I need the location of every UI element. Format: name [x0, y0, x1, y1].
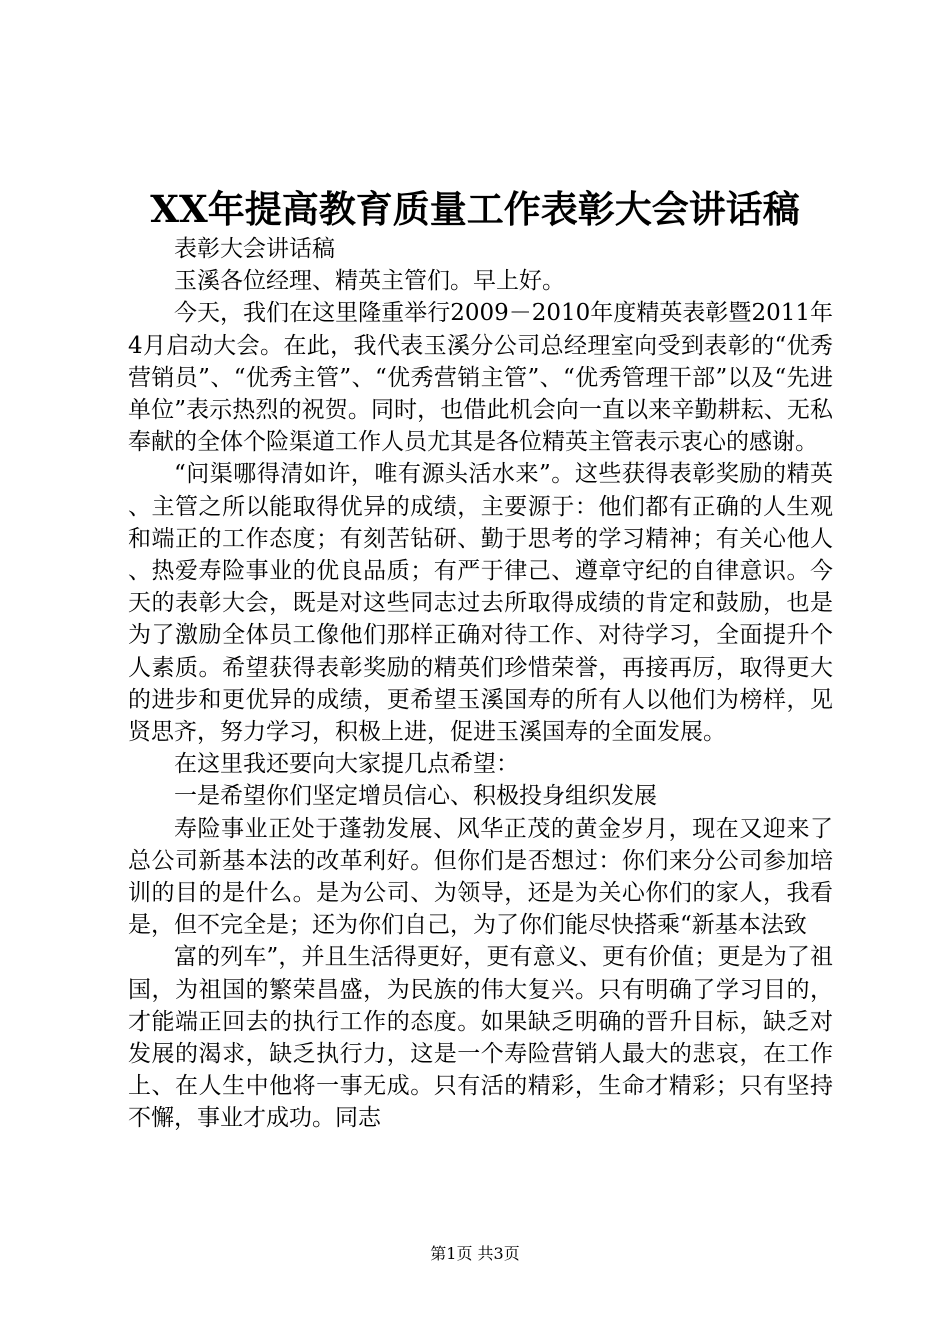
page-number-footer: 第1页 共3页 [430, 1244, 520, 1263]
paragraph: 寿险事业正处于蓬勃发展、风华正茂的黄金岁月，现在又迎来了总公司新基本法的改革利好。但你们是否想过：你们来分公司参加培训的目的是什么。是为公司、为领导，还是为关心你们的家人，我看是，但不完全是；还为你们自己，为了你们能尽快搭乘“新基本法致 [128, 815, 833, 939]
paragraph: “问渠哪得清如许，唯有源头活水来”。这些获得表彰奖励的精英、主管之所以能取得优异的成绩，主要源于：他们都有正确的人生观和端正的工作态度；有刻苦钻研、勤于思考的学习精神；有关心他人、热爱寿险事业的优良品质；有严于律己、遵章守纪的自律意识。今天的表彰大会，既是对这些同志过去所取得成绩的肯定和鼓励，也是为了激励全体员工像他们那样正确对待工作、对待学习，全面提升个人素质。希望获得表彰奖励的精英们珍惜荣誉，再接再厉，取得更大的进步和更优异的成绩，更希望玉溪国寿的所有人以他们为榜样，见贤思齐，努力学习，积极上进，促进玉溪国寿的全面发展。 [128, 461, 833, 746]
document-body [128, 233, 833, 1135]
document-title: XX年提高教育质量工作表彰大会讲话稿 [150, 187, 800, 231]
paragraph: 在这里我还要向大家提几点希望： [174, 751, 519, 778]
paragraph: 今天，我们在这里隆重举行2009－2010年度精英表彰暨2011年4月启动大会。在此，我代表玉溪分公司总经理室向受到表彰的“优秀营销员”、“优秀主管”、“优秀营销主管”、“优秀管理干部”以及“先进单位”表示热烈的祝贺。同时，也借此机会向一直以来辛勤耕耘、无私奉献的全体个险渠道工作人员尤其是各位精英主管表示衷心的感谢。 [128, 300, 833, 456]
paragraph-greeting: 玉溪各位经理、精英主管们。早上好。 [174, 268, 565, 295]
paragraph-heading: 表彰大会讲话稿 [174, 236, 335, 262]
paragraph-subheading: 一是希望你们坚定增员信心、积极投身组织发展 [174, 783, 657, 810]
paragraph: 富的列车”，并且生活得更好，更有意义、更有价值；更是为了祖国，为祖国的繁荣昌盛，为民族的伟大复兴。只有明确了学习目的，才能端正回去的执行工作的态度。如果缺乏明确的晋升目标，缺乏对发展的渴求，缺乏执行力，这是一个寿险营销人最大的悲哀，在工作上、在人生中他将一事无成。只有活的精彩，生命才精彩；只有坚持不懈，事业才成功。同志 [128, 944, 833, 1132]
